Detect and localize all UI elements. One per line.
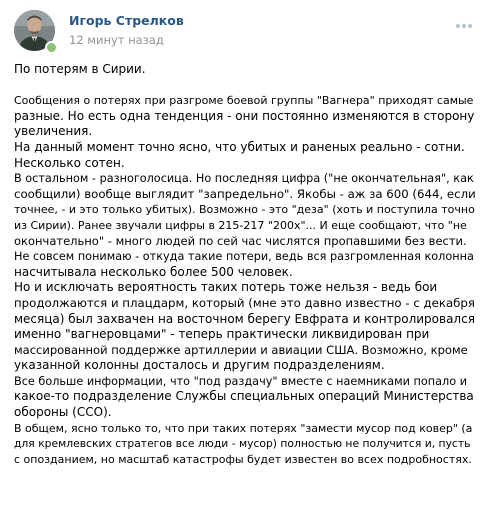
post-timestamp[interactable]: 12 минут назад xyxy=(69,33,164,47)
post-text xyxy=(14,62,476,467)
post-text-line: массированной поддержке артиллерии и авиации США. Возможно, кроме xyxy=(14,342,468,357)
post-text-line: В общем, ясно только то, что при таких потерях "замести мусор под ковер" (а xyxy=(14,421,473,435)
post-text-line: указанной колонны досталось и другим подразделениям. xyxy=(14,358,385,373)
post-text-line: какое-то подразделение Службы специальных операций Министерства xyxy=(14,389,474,404)
more-horizontal-icon[interactable] xyxy=(455,20,473,32)
online-indicator-icon xyxy=(45,41,58,54)
post-text-line: именно "вагнеровцами" - теперь практически ликвидирован при xyxy=(14,327,430,342)
post-text-line: из Сирии). Ранее звучали цифры в 215-217 "200х"... И еще сообщают, что "не xyxy=(14,218,467,232)
post-text-line: разные. Но есть одна тенденция - они постоянно изменяются в сторону xyxy=(14,108,475,123)
post-text-line: увеличения. xyxy=(14,124,93,139)
post-text-line: По потерям в Сирии. xyxy=(14,62,146,76)
post-author-name[interactable]: Игорь Стрелков xyxy=(69,13,184,28)
post-text-line: На данный момент точно ясно, что убитых и раненых реально - сотни. xyxy=(14,139,465,154)
post-text-line: Все больше информации, что "под раздачу" вместе с наемниками попало и xyxy=(14,374,467,388)
post-text-blank-line xyxy=(14,78,476,94)
post-text-line: окончательно" - много людей по сей час числятся пропавшими без вести. xyxy=(14,233,467,248)
post-text-line: насчитывала несколько более 500 человек. xyxy=(14,264,293,279)
post-text-line: продолжаются и плацдарм, который (мне это давно известно - с декабря xyxy=(14,295,475,310)
post-text-line: для кремлевских стратегов все люди - мусор) полностью не получится и, пусть xyxy=(14,437,471,451)
post-text-line: сообщили) вообще выглядит "запредельно". Якобы - аж за 600 (644, если xyxy=(14,186,476,201)
post-text-line: обороны (ССО). xyxy=(14,405,112,420)
post-text-line: Несколько сотен. xyxy=(14,155,125,170)
post-text-line: В остальном - разноголосица. Но последняя цифра ("не окончательная", как xyxy=(14,172,474,186)
post-text-line: Не совсем понимаю - откуда такие потери, ведь вся разгромленная колонна xyxy=(14,250,474,264)
post-text-line: Сообщения о потерях при разгроме боевой группы "Вагнера" приходят самые xyxy=(14,94,474,108)
post-text-line: точнее, - и это только убитых). Возможно - это "деза" (хоть и поступила точно xyxy=(14,203,475,217)
post-text-line: месяца) был захвачен на восточном берегу Евфрата и контролировался xyxy=(14,311,475,326)
post-text-line: с опозданием, но масштаб катастрофы будет известен во всех подробностях. xyxy=(14,452,472,466)
post-text-line: Но и исключать вероятность таких потерь тоже нельзя - ведь бои xyxy=(14,280,438,295)
